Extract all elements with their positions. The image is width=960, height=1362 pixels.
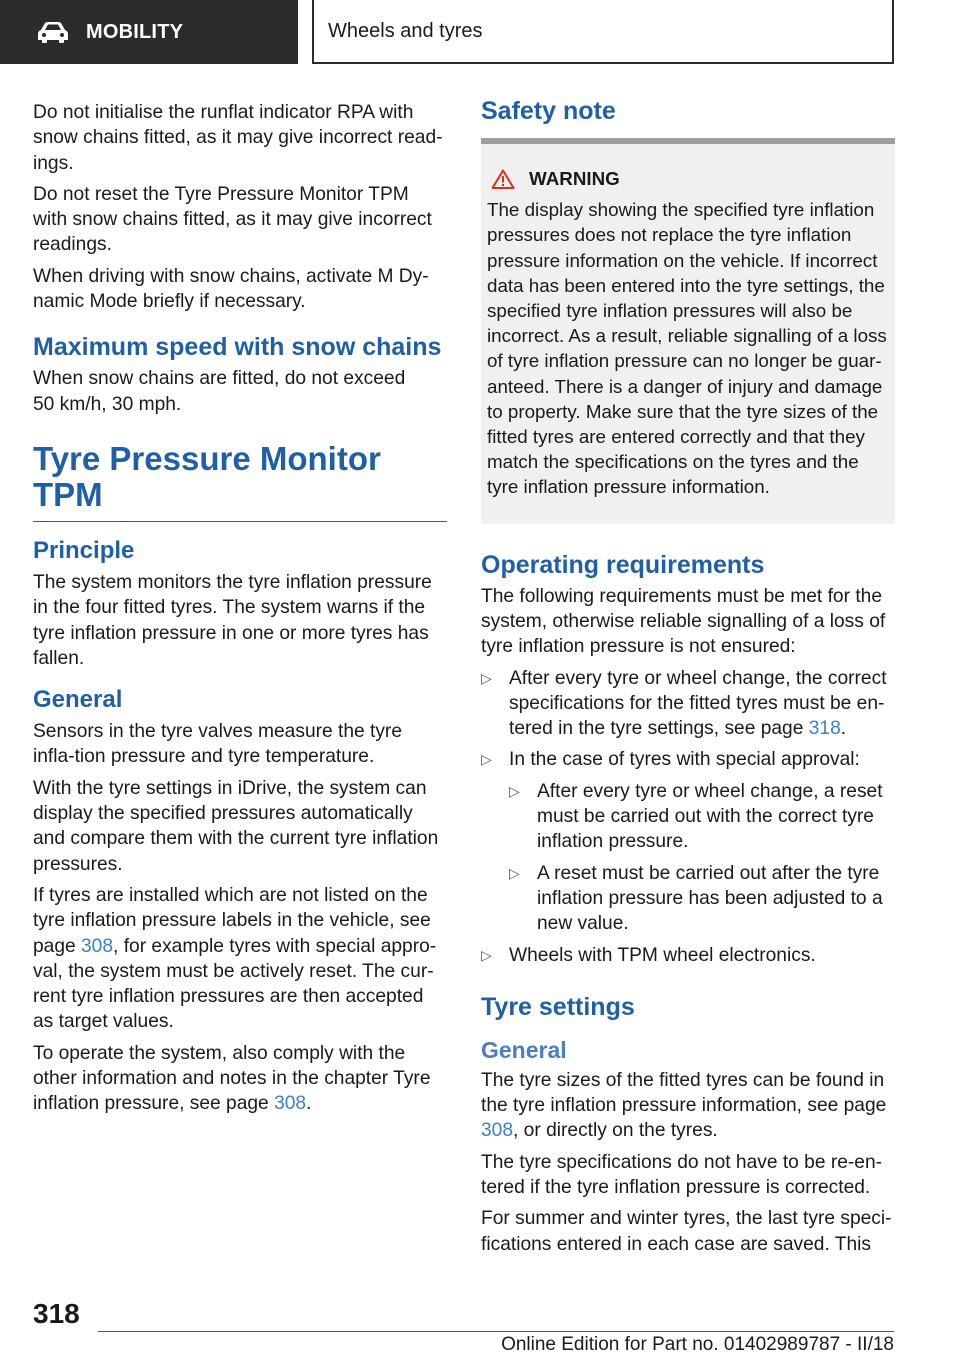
page-link[interactable]: 318 [808,718,841,740]
page-number: 318 [33,1298,80,1329]
warning-text: The display showing the specified tyre inflation pressures does not replace the tyre inflation pressure information on the vehicle. If incorrect data has been entered into the tyre settings, the specified tyre inflation pressures will also be incorrect. As a result, reliable signalling of a loss of tyre inflation pressure can no longer be guar‐anteed. There is a danger of injury and damage to property. Make sure that the tyre sizes of the fitted tyres are entered correctly and that they match the specifications on the tyres and the tyre inflation pressure information. [487,199,887,498]
list-item: ▷ A reset must be carried out after the tyre inflation pressure has been adjusted to a new value. [509,862,883,935]
list-item: ▷ After every tyre or wheel change, the correct specifications for the fitted tyres must be en‐tered in the tyre settings, see page 318. [481,667,887,740]
heading-general: General [33,686,123,714]
heading-tpm: Tyre Pressure Monitor TPM [33,441,447,522]
right-column [481,96,895,1263]
heading-tyre-settings: Tyre settings [481,992,635,1021]
list-item: ▷ In the case of tyres with special approval: ▷ After every tyre or wheel change, a reset must be carried out with the correct tyre inflation pressure. ▷ A reset must be carried out after the tyre inflation pressure has been adjusted to a new value. [481,747,895,936]
paragraph: With the tyre settings in iDrive, the system can display the specified pressures automatically and compare them with the current tyre inflation pressures. [33,777,439,875]
triangle-bullet-icon: ▷ [509,864,520,881]
heading-principle: Principle [33,536,135,564]
page-link[interactable]: 308 [274,1093,307,1115]
triangle-bullet-icon: ▷ [481,946,492,963]
paragraph: The tyre specifications do not have to be re-en‐tered if the tyre inflation pressure is corrected. [481,1151,883,1198]
page-link[interactable]: 308 [481,1120,514,1142]
warning-triangle-icon [491,169,515,189]
triangle-bullet-icon: ▷ [481,669,492,686]
paragraph: The tyre sizes of the fitted tyres can be found in the tyre inflation pressure information, see page 308, or directly on the tyres. [481,1069,887,1142]
chapter-title: Wheels and tyres [328,19,483,42]
paragraph: For summer and winter tyres, the last tyre speci‐fications entered in each case are saved. This [481,1208,892,1255]
list-item: ▷ After every tyre or wheel change, a reset must be carried out with the correct tyre inflation pressure. [509,780,883,853]
heading-operating-requirements: Operating requirements [481,550,765,579]
paragraph: If tyres are installed which are not listed on the tyre inflation pressure labels in the vehicle, see page 308, for example tyres with special appro‐val, the system must be actively reset. The cur‐rent tyre inflation pressures are then accepted as target values. [33,884,437,1033]
footer-divider [98,1331,894,1332]
paragraph: Do not reset the Tyre Pressure Monitor TPM with snow chains fitted, as it may give incorrect readings. [33,183,432,256]
paragraph: To operate the system, also comply with the other information and notes in the chapter Tyre inflation pressure, see page 308. [33,1042,431,1115]
paragraph: When snow chains are fitted, do not exceed 50 km/h, 30 mph. [33,368,406,415]
page-link[interactable]: 308 [81,935,114,957]
paragraph: The following requirements must be met for the system, otherwise reliable signalling of a loss of tyre inflation pressure is not ensured: [481,585,886,658]
requirements-list [481,666,895,968]
paragraph: Do not initialise the runflat indicator RPA with snow chains fitted, as it may give incorrect read‐ings. [33,102,443,174]
list-item: ▷ Wheels with TPM wheel electronics. [481,943,895,968]
left-column [33,100,447,1123]
paragraph: When driving with snow chains, activate M Dy‐namic Mode briefly if necessary. [33,265,429,313]
triangle-bullet-icon: ▷ [481,751,492,768]
sub-list [509,779,895,937]
section-tab [0,0,298,64]
chapter-header [312,0,894,64]
heading-general: General [481,1036,567,1063]
heading-max-speed: Maximum speed with snow chains [33,333,442,362]
heading-safety-note: Safety note [481,97,616,125]
car-icon [36,20,70,44]
warning-box [481,138,895,524]
warning-label: WARNING [529,168,620,189]
paragraph: The system monitors the tyre inflation pressure in the four fitted tyres. The system warns if the tyre inflation pressure in one or more tyres has fallen. [33,571,432,669]
section-label: MOBILITY [86,20,184,43]
triangle-bullet-icon: ▷ [509,782,520,799]
paragraph: Sensors in the tyre valves measure the tyre infla‐tion pressure and tyre temperature. [33,721,402,768]
warning-header [491,166,887,191]
edition-note: Online Edition for Part no. 01402989787 - II/18 [501,1334,894,1355]
